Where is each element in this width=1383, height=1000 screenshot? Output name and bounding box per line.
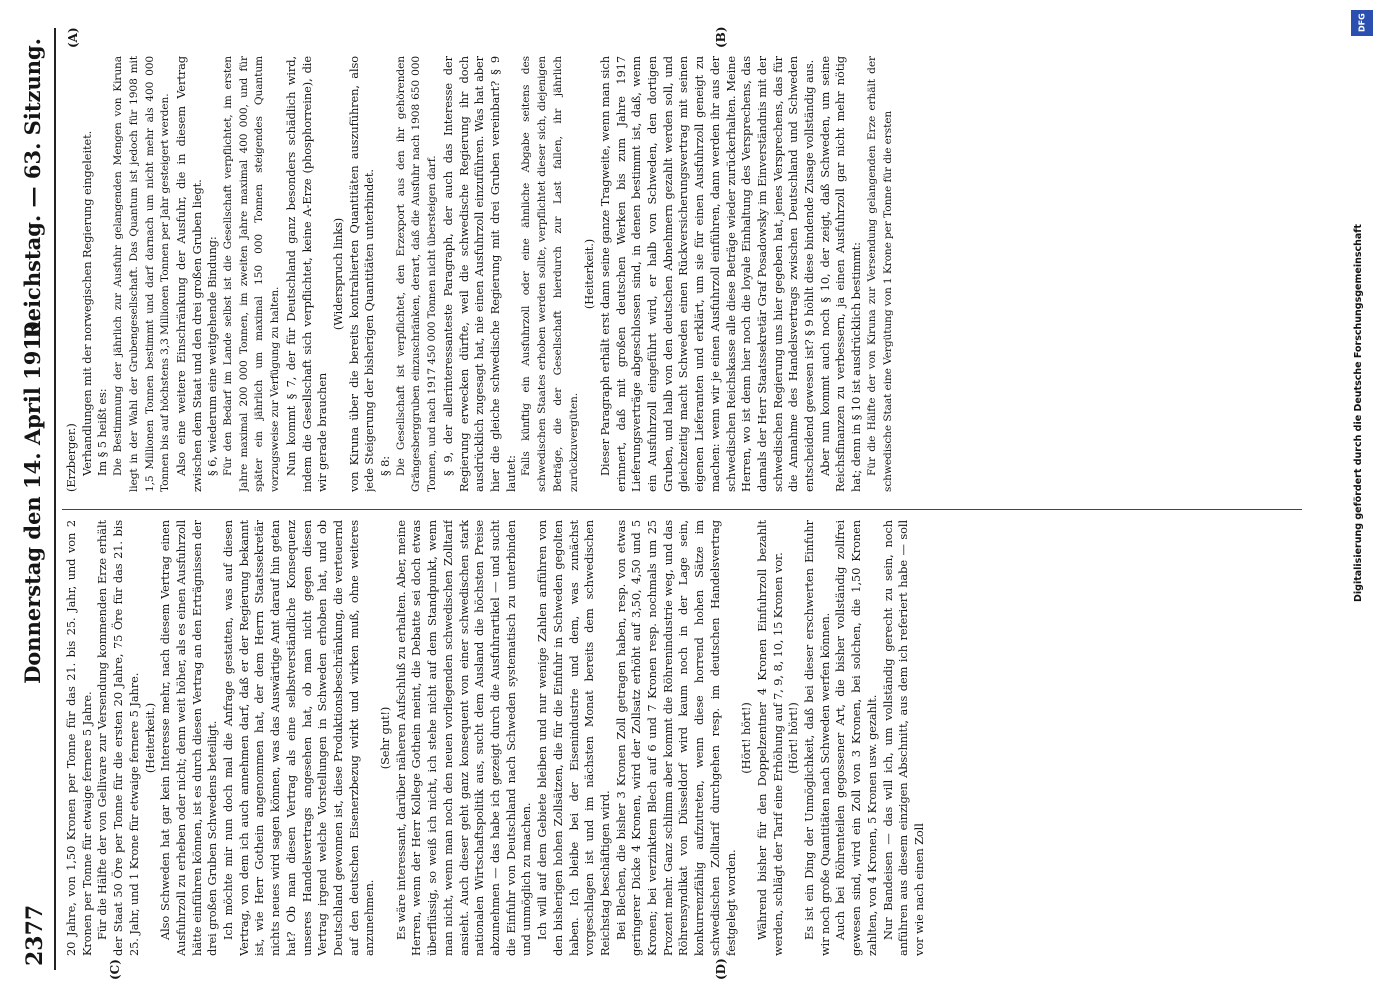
paragraph: § 8: [378, 455, 393, 476]
left-column [64, 56, 1292, 492]
quoted-paragraph: Die Bestimmung der jährlich zur Ausfuhr gelangenden Mengen von Kiruna liegt in der Wahl der Grubengesellschaft. Das Quantum ist jedoch für 1908 mit 1,5 Millionen Tonnen bestimmt und darf darnach um nicht mehr als 400 000 Tonnen bis auf höchstens 3,3 Millionen Tonnen per Jahr gesteigert werden. [112, 56, 172, 492]
paragraph: Während bisher für den Doppelzentner 4 Kronen Einfuhrzoll bezahlt werden, schlägt der Tarif eine Erhöhung auf 7, 9, 8, 10, 15 Kronen vor. [754, 520, 785, 956]
paragraph: Aber nun kommt auch noch § 10, der zeigt, daß Schweden, um seine Reichsfinanzen zu verbessern, ja einen Ausfuhrzoll gar nicht mehr nötig hat; denn in § 10 ist ausdrücklich bestimmt: [817, 56, 864, 492]
quoted-paragraph: Für den Bedarf im Lande selbst ist die Gesellschaft verpflichtet, im ersten Jahre maximal 200 000 Tonnen, im zweiten Jahre maximal 400 000, und für später ein jährlich um maximal 150 000 Tonnen steigendes Quantum vorzugsweise zur Verfügung zu halten. [222, 56, 282, 492]
margin-letter-d: (D) [714, 958, 728, 980]
paragraph: Also Schweden hat gar kein Interesse mehr, nach diesem Vertrag einen Ausfuhrzoll zu erheben oder nicht; denn weit höher, als es einen Ausfuhrzoll hätte einführen können, ist es durch diesen Vertrag an den Erträgnissen der drei großen Gruben Schwedens beteiligt. [158, 520, 220, 956]
interjection: (Hört! hört!) [739, 702, 754, 774]
interjection: (Sehr gut!) [378, 706, 393, 770]
interjection: (Heiterkeit.) [142, 702, 157, 774]
quoted-paragraph: Für die Hälfte der von Kiruna zur Versendung gelangenden Erze erhält der schwedische Staat eine Vergütung von 1 Krone per Tonne für die ersten [865, 56, 894, 492]
paragraph: Ich möchte mir nun doch mal die Anfrage gestatten, was auf diesen Vertrag, von dem ich auch annehmen darf, daß er der Regierung bekannt ist, wie Herr Gothein angenommen hat, der dem Herrn Staatssekretär nichts neues wird sagen können, was das Auswärtige Amt darauf hin getan hat? Ob man diesen Vertrag als eine selbstverständliche Konsequenz unseres Handelsvertrags angesehen hat, ob man nicht gegen diesen Vertrag irgend welche Vorstellungen in Schweden erhoben hat, und ob Deutschland gewonnen ist, diese Produktionsbeschränkung, die verteuernd auf den deutschen Eisenerzbezug wirkt und wirken muß, ohne weiteres anzunehmen. [221, 520, 377, 956]
margin-letter-c: (C) [108, 959, 122, 980]
paragraph: Dieser Paragraph erhält erst dann seine ganze Tragweite, wenn man sich erinnert, daß mit großen deutschen Werken bis zum Jahre 1917 Lieferungsverträge abgeschlossen sind, in denen bestimmt ist, daß, wenn ein Ausfuhrzoll eingeführt wird, er halb von Schweden, den dortigen Gruben, und halb von den deutschen Abnehmern gezahlt werden soll, und gleichzeitig macht Schweden einen Rückversicherungsvertrag mit seinen eigenen Lieferanten und erklärt, um sie für einen Ausfuhrzoll geneigt zu machen: wenn wir je einen Ausfuhrzoll einführen, dann werden ihr aus der schwedischen Reichskasse alle diese Beträge wieder zurückerhalten. Meine Herren, wo ist denn hier noch die loyale Einhaltung des Versprechens, das damals der Herr Staatssekretär Graf Posadowsky im Einverständnis mit der schwedischen Regierung uns hier gegeben hat, jenes Versprechens, das für die Annahme des Handelsvertrags zwischen Deutschland und Schweden entscheidend gewesen ist? § 9 höhlt diese bindende Zusage vollständig aus. [597, 56, 817, 492]
digitization-credit: Digitalisierung gefördert durch die Deutsche Forschungsgemeinschaft [1353, 224, 1364, 602]
margin-letter-a: (A) [66, 27, 80, 48]
paragraph: Nun kommt § 7, der für Deutschland ganz besonders schädlich wird, indem die Gesellschaft sich verpflichtet, keine A-Erze (phosphorreine), die wir gerade brauchen [283, 56, 330, 492]
digitization-stamp [1350, 8, 1376, 988]
paragraph: Ich will auf dem Gebiete bleiben und nur wenige Zahlen anführen von den bisherigen hohen Zollsätzen, die für die Einfuhr in Schweden gegolten haben. Ich bleibe bei der Eisenindustrie und dem, was zunächst vorgeschlagen ist und im nächsten Monat bereits dem schwedischen Reichstag beschäftigen wird. [535, 520, 612, 956]
paragraph: Also eine weitere Einschränkung der Ausfuhr, die in diesem Vertrag zwischen dem Staat und den drei großen Gruben liegt. [173, 56, 204, 492]
paragraph: Es wäre interessant, darüber näheren Aufschluß zu erhalten. Aber, meine Herren, wenn der Herr Kollege Gothein meint, die Debatte sei doch etwas überflüssig, so weiß ich nicht, ich stehe nicht auf dem Standpunkt, wenn man nicht, wenn man noch den neuen vorliegenden schwedischen Zolltarif ansieht. Auch dieser geht ganz konsequent von einer schwedischen stark nationalen Wirtschaftspolitik aus, sucht dem Ausland die höchsten Preise abzunehmen — das habe ich gezeigt durch die Ausfuhrartikel — und sucht die Einfuhr von Deutschland nach Schweden systematisch zu unterbinden und unmöglich zu machen. [393, 520, 534, 956]
paragraph: Im § 5 heißt es: [95, 388, 110, 476]
paragraph: § 6, wiederum eine weitgehende Bindung: [205, 236, 220, 476]
speaker-name: (Erzberger.) [64, 423, 78, 492]
session-date: Donnerstag den 14. April 1910. [20, 314, 45, 684]
page-number: 2377 [22, 904, 48, 966]
interjection: (Widerspruch links) [330, 217, 345, 331]
header-rule [54, 28, 56, 970]
paragraph: Nur Bandeisen — das will ich, um vollständig gerecht zu sein, noch anführen aus diesem einzigen Abschnitt, aus dem ich referiert habe — soll vor wie nach einen Zoll [880, 520, 926, 956]
paragraph: § 9, der allerinteressanteste Paragraph, der auch das Interesse der Regierung erwecken dürfte, weil die schwedische Regierung ihr doch ausdrücklich zugesagt hat, nie einen Ausfuhrzoll einzuführen. Was hat aber hier die gleiche schwedische Regierung mit drei Gruben vereinbart? § 9 lautet: [440, 56, 518, 492]
running-head [14, 28, 54, 970]
paragraph: Für die Hälfte der von Gellivare zur Versendung kommenden Erze erhält der Staat 50 Öre per Tonne für die ersten 20 Jahre, 75 Öre für das 21. bis 25. Jahr, und 1 Krone für etwaige fernere 5 Jahre. [95, 520, 141, 956]
dfg-logo: DFG [1351, 10, 1373, 36]
paragraph: Auch bei Röhrenteilen gegossener Art, die bisher vollständig zollfrei gewesen sind, wird ein Zoll von 3 Kronen, bei solchen, die 1,50 Kronen zahlten, von 4 Kronen, 5 Kronen usw. gezahlt. [833, 520, 879, 956]
paragraph: Es ist ein Ding der Unmöglichkeit, daß bei dieser erschwerten Einfuhr wir noch große Quantitäten nach Schweden werfen können. [802, 520, 832, 956]
quoted-paragraph: Falls künftig ein Ausfuhrzoll oder eine ähnliche Abgabe seitens des schwedischen Staates erhoben werden sollte, verpflichtet dieser sich, diejenigen Beträge, die der Gesellschaft hierdurch zur Last fallen, ihr jährlich zurückzuvergüten. [520, 56, 580, 492]
interjection: (Hört! hört!) [786, 702, 801, 774]
quoted-paragraph: Die Gesellschaft ist verpflichtet, den Erzexport aus den ihr gehörenden Grängesberggruben einzuschränken, derart, daß die Ausfuhr nach 1908 650 000 Tonnen, und nach 1917 450 000 Tonnen nicht übersteigen darf. [394, 56, 439, 492]
paragraph: Bei Blechen, die bisher 3 Kronen Zoll getragen haben, resp. von etwas geringerer Dicke 4 Kronen, wird der Zollsatz erhöht auf 3,50, 4,50 und 5 Kronen; bei verzinktem Blech auf 6 und 7 Kronen resp. nochmals um 25 Prozent mehr. Ganz schlimm aber kommt die Röhrenindustrie weg, und das Röhrensyndikat von Düsseldorf wird kaum noch in der Lage sein, konkurrenzfähig aufzutreten, wenn diese horrend hohen Sätze im schwedischen Zolltarif durchgehen resp. im deutschen Handelsvertrag festgelegt worden. [613, 520, 738, 956]
interjection: (Heiterkeit.) [582, 238, 597, 310]
paragraph: von Kiruna über die bereits kontrahierten Quantitäten auszuführen, also jede Steigerung der bisherigen Quantitäten unterbindet. [346, 56, 377, 492]
paragraph: 20 Jahre, von 1,50 Kronen per Tonne für das 21. bis 25. Jahr, und von 2 Kronen per Tonne für etwaige fernere 5 Jahre. [64, 520, 94, 956]
right-column [64, 520, 1292, 956]
session-title: Reichstag. — 63. Sitzung. [20, 38, 45, 339]
paragraph: Verhandlungen mit der norwegischen Regierung eingeleitet. [79, 130, 94, 476]
margin-letter-b: (B) [714, 26, 728, 48]
column-divider [62, 509, 1302, 510]
